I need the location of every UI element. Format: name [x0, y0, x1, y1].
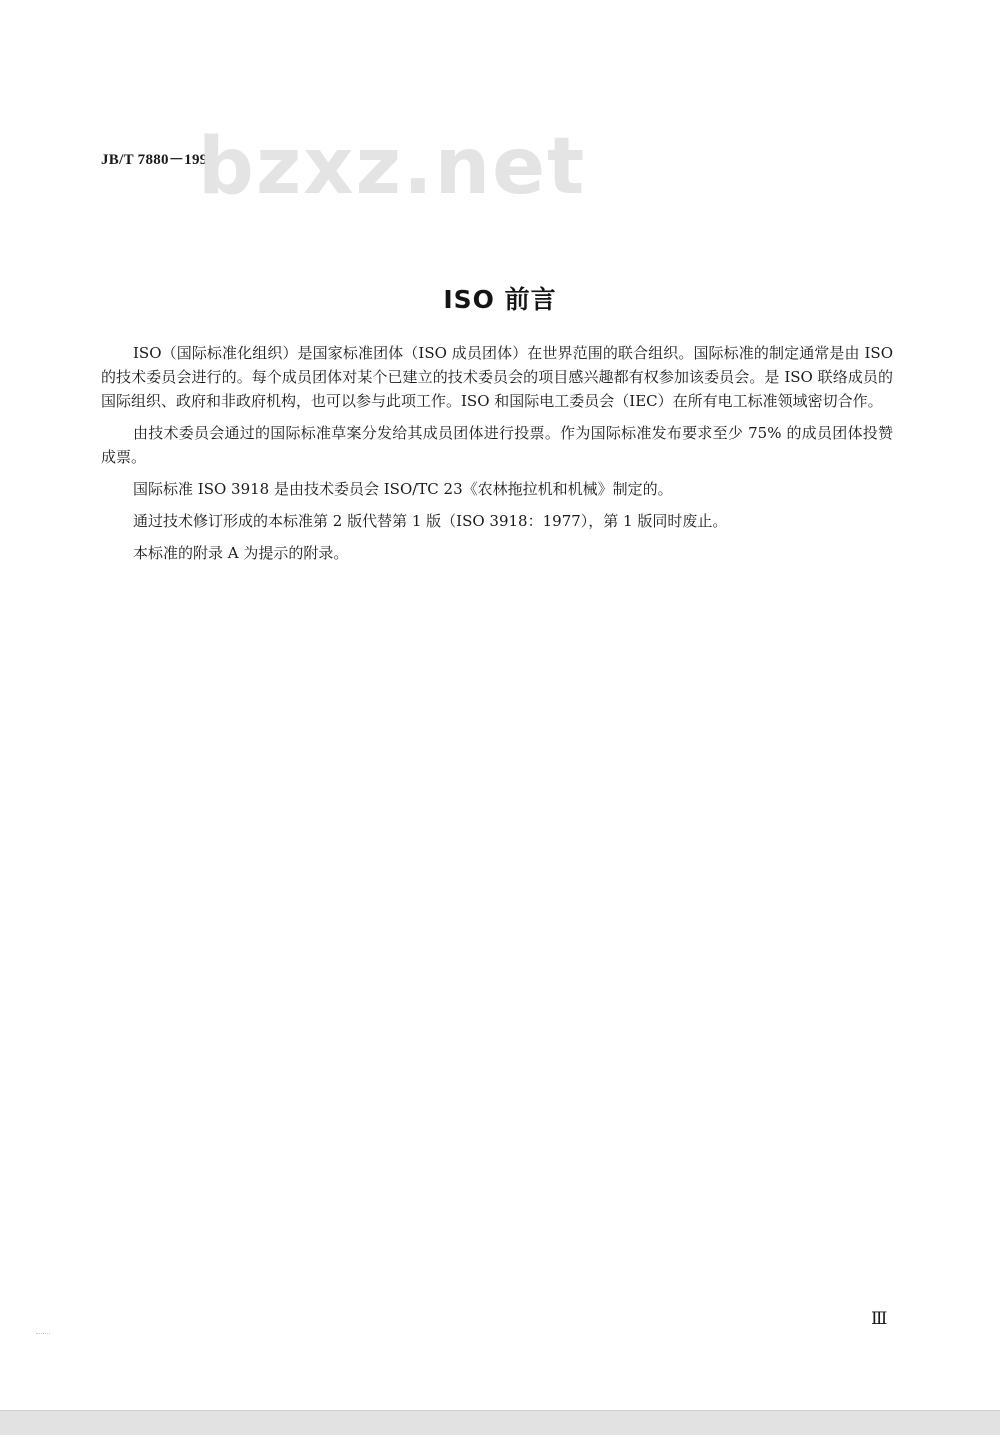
page-title: ISO 前言	[443, 285, 557, 314]
paragraph-annex: 本标准的附录 A 为提示的附录。	[133, 544, 349, 562]
scan-artifact	[36, 1333, 50, 1335]
watermark: bzxz.net	[198, 122, 587, 212]
viewer-bottom-bar	[0, 1410, 1000, 1435]
page-number: Ⅲ	[871, 1309, 887, 1328]
paragraph-committee: 国际标准 ISO 3918 是由技术委员会 ISO/TC 23《农林拖拉机和机械》制定的。	[133, 480, 673, 498]
paragraph-iso-intro: ISO（国际标准化组织）是国家标准团体（ISO 成员团体）在世界范围的联合组织。国际标准的制定通常是由 ISO 的技术委员会进行的。每个成员团体对某个已建立的技术委员会的项目感兴趣都有权参加该委员会。是 ISO 联络成员的国际组织、政府和非政府机构，也可以参与此项工作。ISO 和国际电工委员会（IEC）在所有电工标准领域密切合作。	[101, 344, 893, 410]
foreword-body	[101, 341, 893, 573]
paragraph-voting: 由技术委员会通过的国际标准草案分发给其成员团体进行投票。作为国际标准发布要求至少 75% 的成员团体投赞成票。	[101, 424, 893, 466]
paragraph-revision: 通过技术修订形成的本标准第 2 版代替第 1 版（ISO 3918：1977），第 1 版同时废止。	[133, 512, 728, 530]
standard-code: JB/T 7880－1999	[101, 152, 216, 168]
